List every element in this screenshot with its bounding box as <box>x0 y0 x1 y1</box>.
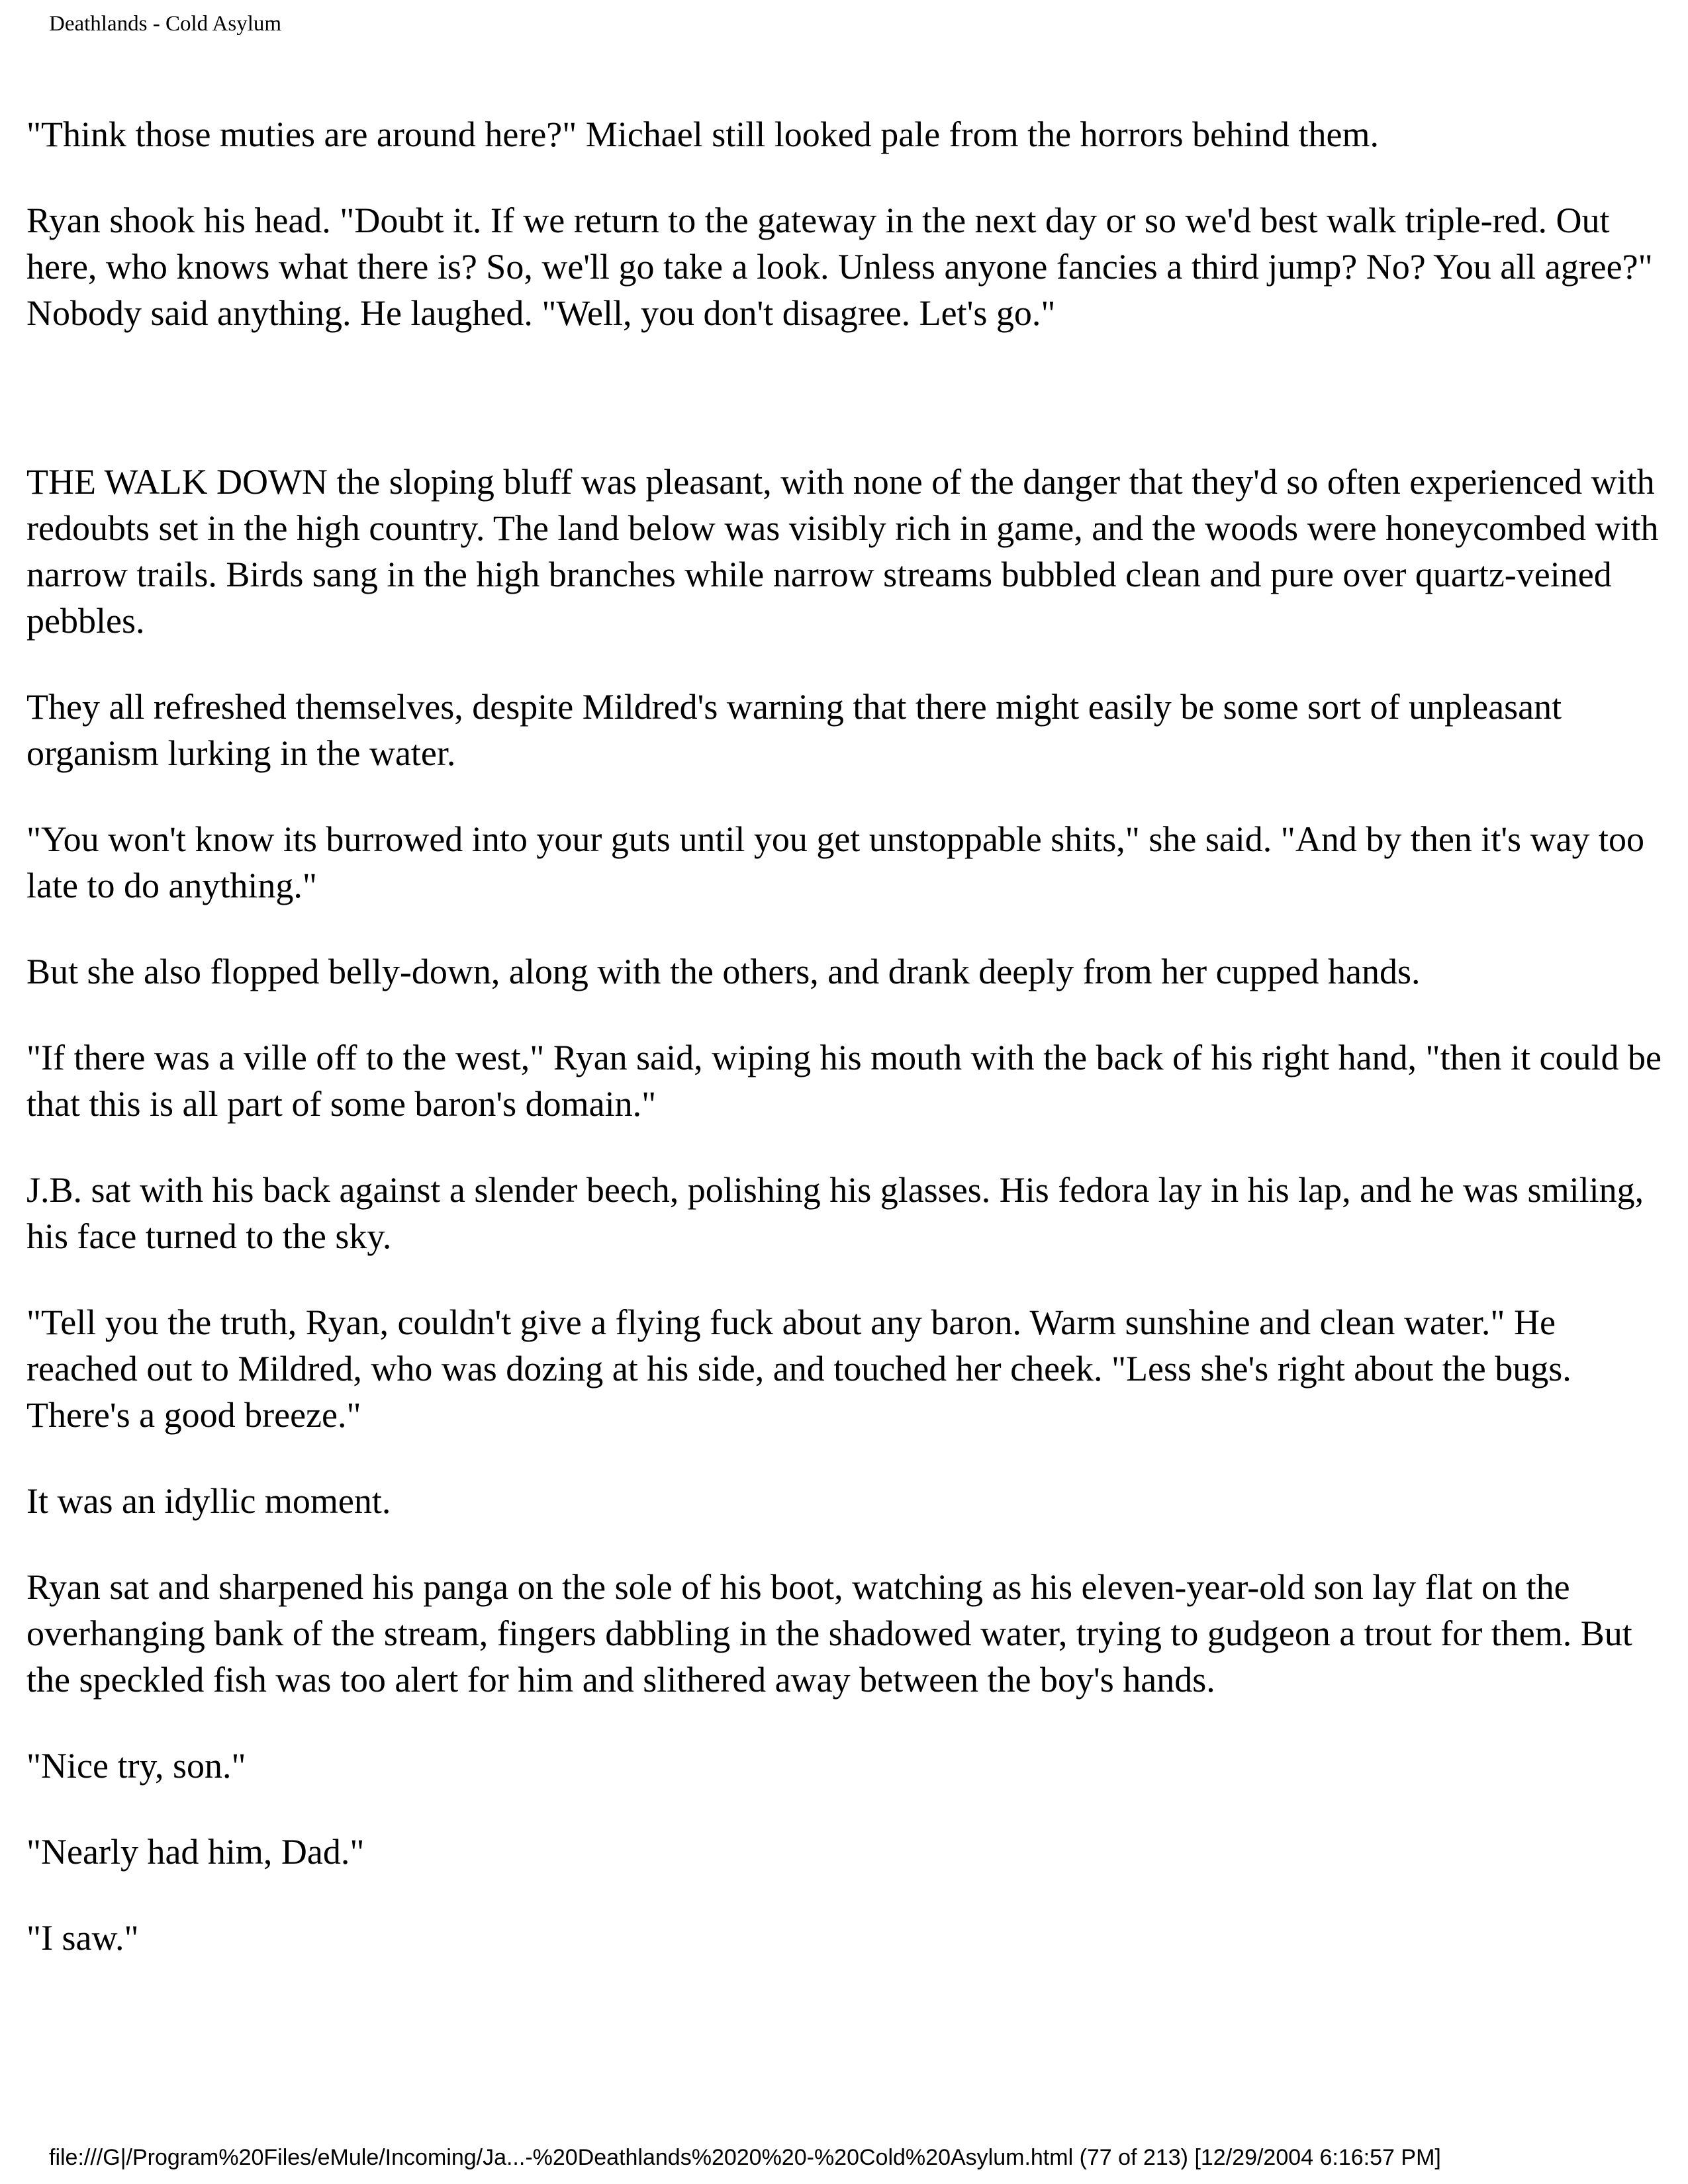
paragraph: Ryan sat and sharpened his panga on the sole of his boot, watching as his eleven-year-old son lay flat on the overhanging bank of the stream, fingers dabbling in the shadowed water, trying to gudgeon a trout for them. But the speckled fish was too alert for him and slithered away between the boy's hands. <box>26 1567 1632 1700</box>
paragraph: "Tell you the truth, Ryan, couldn't give a flying fuck about any baron. Warm sunshine and clean water." He reached out to Mildred, who was dozing at his side, and touched her cheek. "Less she's right about the bugs. There's a good breeze." <box>26 1302 1571 1435</box>
paragraph: "Think those muties are around here?" Michael still looked pale from the horrors behind them. <box>26 114 1380 154</box>
paragraph: Ryan shook his head. "Doubt it. If we return to the gateway in the next day or so we'd best walk triple-red. Out here, who knows what there is? So, we'll go take a look. Unless anyone fancies a third jump? No? You all agree?" Nobody said anything. He laughed. "Well, you don't disagree. Let's go." <box>26 201 1653 333</box>
paragraph: "If there was a ville off to the west," Ryan said, wiping his mouth with the back of his right hand, "then it could be that this is all part of some baron's domain." <box>26 1038 1662 1124</box>
paragraph: They all refreshed themselves, despite Mildred's warning that there might easily be some sort of unpleasant organism lurking in the water. <box>26 687 1562 773</box>
paragraph: But she also flopped belly-down, along with the others, and drank deeply from her cupped hands. <box>26 952 1421 991</box>
document-body <box>26 111 1662 2001</box>
paragraph-section-start: THE WALK DOWN the sloping bluff was pleasant, with none of the danger that they'd so often experienced with redoubts set in the high country. The land below was visibly rich in game, and the woods were honeycombed with narrow trails. Birds sang in the high branches while narrow streams bubbled clean and pure over quartz-veined pebbles. <box>26 462 1659 641</box>
page-header-title: Deathlands - Cold Asylum <box>49 12 282 36</box>
page-footer-file-path: file:///G|/Program%20Files/eMule/Incoming/Ja...-%20Deathlands%2020%20-%20Cold%20Asylum.html (77 of 213) [12/29/2004 6:16:57 PM] <box>49 2145 1441 2170</box>
paragraph: It was an idyllic moment. <box>26 1481 391 1521</box>
paragraph: J.B. sat with his back against a slender beech, polishing his glasses. His fedora lay in his lap, and he was smiling, his face turned to the sky. <box>26 1170 1644 1256</box>
paragraph: "Nice try, son." <box>26 1746 246 1786</box>
paragraph: "You won't know its burrowed into your guts until you get unstoppable shits," she said. "And by then it's way too late to do anything." <box>26 819 1645 905</box>
paragraph: "Nearly had him, Dad." <box>26 1832 365 1872</box>
paragraph: "I saw." <box>26 1918 139 1958</box>
